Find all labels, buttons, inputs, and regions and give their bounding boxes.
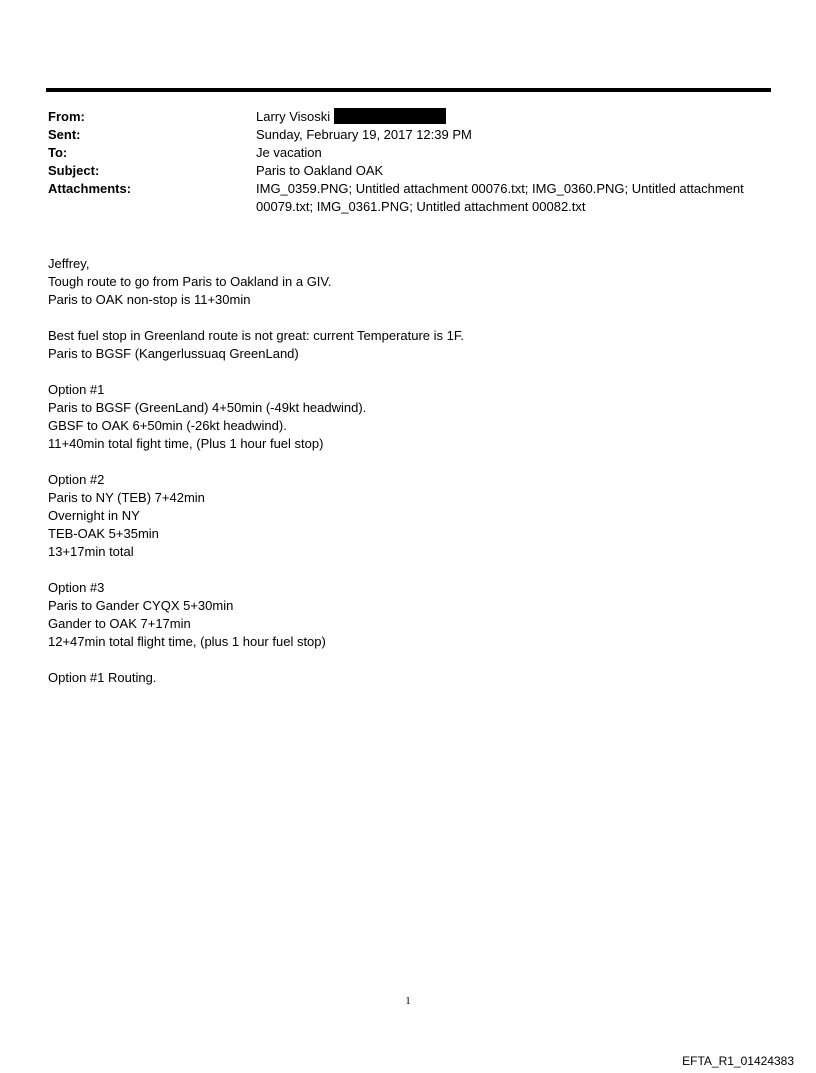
header-divider <box>46 88 771 92</box>
body-line: Overnight in NY <box>48 508 140 523</box>
body-line: Tough route to go from Paris to Oakland in a GIV. <box>48 274 332 289</box>
body-line: 13+17min total <box>48 544 134 559</box>
sent-row <box>48 126 768 144</box>
body-paragraph <box>48 255 768 309</box>
body-line: Paris to OAK non-stop is 11+30min <box>48 292 251 307</box>
to-label: To: <box>48 145 68 160</box>
body-paragraph <box>48 669 768 687</box>
body-line: Option #2 <box>48 472 105 487</box>
body-line: Paris to Gander CYQX 5+30min <box>48 598 234 613</box>
from-value: Larry Visoski <box>256 109 331 124</box>
to-value: Je vacation <box>256 145 322 160</box>
body-line: Best fuel stop in Greenland route is not great: current Temperature is 1F. <box>48 328 464 343</box>
body-line: Paris to BGSF (GreenLand) 4+50min (-49kt headwind). <box>48 400 367 415</box>
body-line: Paris to NY (TEB) 7+42min <box>48 490 205 505</box>
body-paragraph <box>48 327 768 363</box>
body-line: Option #1 <box>48 382 105 397</box>
attachments-label: Attachments: <box>48 181 132 196</box>
to-row <box>48 144 768 162</box>
page-number: 1 <box>405 995 411 1007</box>
body-line: Option #3 <box>48 580 105 595</box>
attachments-row <box>48 180 768 216</box>
body-line: Gander to OAK 7+17min <box>48 616 191 631</box>
attachments-value <box>256 180 768 216</box>
body-line: TEB-OAK 5+35min <box>48 526 159 541</box>
subject-value: Paris to Oakland OAK <box>256 163 384 178</box>
email-header <box>48 108 768 216</box>
from-label: From: <box>48 109 85 124</box>
body-line: GBSF to OAK 6+50min (-26kt headwind). <box>48 418 287 433</box>
attachments-line: IMG_0359.PNG; Untitled attachment 00076.txt; IMG_0360.PNG; Untitled attachment <box>256 181 744 196</box>
subject-label: Subject: <box>48 163 100 178</box>
document-id: EFTA_R1_01424383 <box>682 1054 794 1068</box>
attachments-line: 00079.txt; IMG_0361.PNG; Untitled attachment 00082.txt <box>256 199 586 214</box>
body-line: Jeffrey, <box>48 256 90 271</box>
from-value-wrap <box>256 108 768 126</box>
from-row <box>48 108 768 126</box>
body-paragraph <box>48 579 768 651</box>
subject-row <box>48 162 768 180</box>
body-line: 11+40min total fight time, (Plus 1 hour fuel stop) <box>48 436 324 451</box>
body-line: Option #1 Routing. <box>48 670 157 685</box>
body-paragraph <box>48 471 768 561</box>
redaction-block <box>334 108 446 124</box>
email-body <box>48 255 768 705</box>
sent-value: Sunday, February 19, 2017 12:39 PM <box>256 127 472 142</box>
sent-label: Sent: <box>48 127 81 142</box>
body-line: 12+47min total flight time, (plus 1 hour fuel stop) <box>48 634 326 649</box>
body-paragraph <box>48 381 768 453</box>
body-line: Paris to BGSF (Kangerlussuaq GreenLand) <box>48 346 299 361</box>
